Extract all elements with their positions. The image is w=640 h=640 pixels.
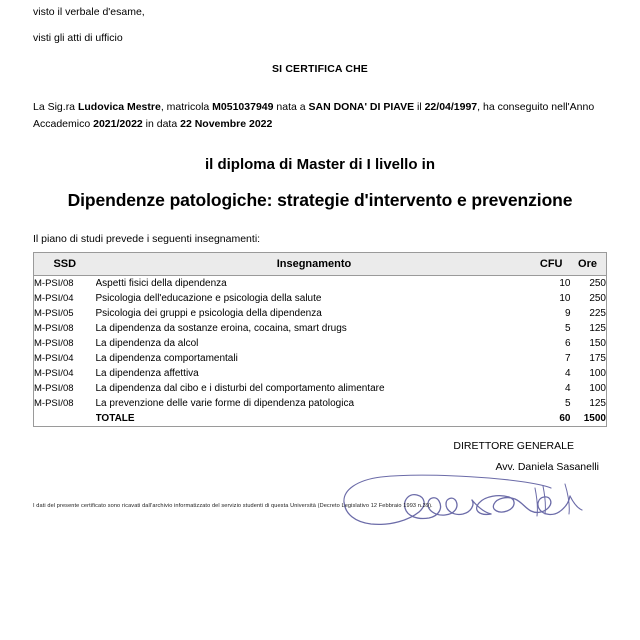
student-details-paragraph bbox=[33, 99, 607, 132]
cell-ssd: M-PSI/08 bbox=[34, 277, 74, 289]
cell-ssd: M-PSI/05 bbox=[34, 307, 74, 319]
director-name-label: Avv. Daniela Sasanelli bbox=[495, 460, 599, 473]
cell-ssd: M-PSI/08 bbox=[34, 382, 74, 394]
table-row bbox=[34, 321, 607, 336]
preamble-block bbox=[33, 0, 607, 45]
cell-insegnamento: La prevenzione delle varie forme di dipendenza patologica bbox=[95, 397, 355, 409]
diploma-line: il diploma di Master di I livello in bbox=[204, 155, 436, 173]
student-mid3: il bbox=[414, 101, 425, 114]
cell-insegnamento: Aspetti fisici della dipendenza bbox=[95, 277, 227, 289]
cell-insegnamento: Psicologia dei gruppi e psicologia della dipendenza bbox=[95, 307, 322, 319]
cell-insegnamento: La dipendenza da alcol bbox=[95, 337, 199, 349]
student-mid4: , ha conseguito nell'Anno Accademico bbox=[33, 101, 595, 130]
director-role-label: DIRETTORE GENERALE bbox=[453, 439, 574, 452]
table-row bbox=[34, 306, 607, 321]
cell-total-ore: 1500 bbox=[583, 412, 606, 424]
column-header-ore: Ore bbox=[571, 252, 607, 275]
cell-insegnamento: La dipendenza affettiva bbox=[95, 367, 199, 379]
cell-ssd: M-PSI/04 bbox=[34, 367, 74, 379]
cell-total-cfu: 60 bbox=[559, 412, 571, 424]
cell-cfu: 5 bbox=[564, 397, 571, 409]
study-plan-table bbox=[33, 252, 607, 427]
cell-ore: 250 bbox=[589, 292, 606, 304]
academic-year: 2021/2022 bbox=[93, 117, 143, 130]
table-total-row bbox=[34, 411, 607, 427]
cell-insegnamento: La dipendenza dal cibo e i disturbi del comportamento alimentare bbox=[95, 382, 385, 394]
table-body bbox=[34, 275, 607, 426]
cell-ore: 100 bbox=[589, 382, 606, 394]
student-mid1: , matricola bbox=[160, 101, 213, 114]
cell-total-label: TOTALE bbox=[95, 412, 135, 424]
conferral-date: 22 Novembre 2022 bbox=[180, 117, 273, 130]
cell-ssd: M-PSI/08 bbox=[34, 397, 74, 409]
table-header bbox=[34, 252, 607, 275]
student-mid2: nata a bbox=[273, 101, 309, 114]
cell-ore: 100 bbox=[589, 367, 606, 379]
cell-cfu: 5 bbox=[564, 322, 571, 334]
student-birth-date: 22/04/1997 bbox=[424, 101, 478, 114]
student-birth-place: SAN DONA' DI PIAVE bbox=[308, 101, 415, 114]
table-row bbox=[34, 291, 607, 306]
cell-cfu: 4 bbox=[564, 382, 571, 394]
cell-cfu: 10 bbox=[559, 292, 571, 304]
cell-cfu: 7 bbox=[564, 352, 571, 364]
cell-ore: 175 bbox=[589, 352, 606, 364]
certifies-heading: SI CERTIFICA CHE bbox=[272, 63, 368, 76]
student-mid5: in data bbox=[142, 117, 181, 130]
table-row bbox=[34, 351, 607, 366]
plan-intro: Il piano di studi prevede i seguenti insegnamenti: bbox=[33, 232, 261, 245]
cell-cfu: 10 bbox=[559, 277, 571, 289]
preamble-line-2: visti gli atti di ufficio bbox=[33, 32, 123, 45]
cell-ore: 125 bbox=[589, 322, 606, 334]
cell-ssd: M-PSI/08 bbox=[34, 337, 74, 349]
cell-ore: 225 bbox=[589, 307, 606, 319]
cell-ssd: M-PSI/04 bbox=[34, 352, 74, 364]
student-name: Ludovica Mestre bbox=[77, 101, 161, 114]
cell-cfu: 4 bbox=[564, 367, 571, 379]
cell-ore: 150 bbox=[589, 337, 606, 349]
cell-insegnamento: La dipendenza comportamentali bbox=[95, 352, 238, 364]
cell-ore: 250 bbox=[589, 277, 606, 289]
table-header-row bbox=[34, 252, 607, 275]
cell-cfu: 9 bbox=[564, 307, 571, 319]
cell-insegnamento: La dipendenza da sostanze eroina, cocaina, smart drugs bbox=[95, 322, 347, 334]
cell-cfu: 6 bbox=[564, 337, 571, 349]
column-header-cfu: CFU bbox=[533, 252, 571, 275]
cell-ssd: M-PSI/08 bbox=[34, 322, 74, 334]
cell-ssd: M-PSI/04 bbox=[34, 292, 74, 304]
student-prefix: La Sig.ra bbox=[33, 101, 78, 114]
column-header-ssd: SSD bbox=[34, 252, 96, 275]
column-header-insegnamento: Insegnamento bbox=[96, 252, 533, 275]
footer-disclaimer: I dati del presente certificato sono ricavati dall'archivio informatizzato del servizio studenti di questa Università (Decreto Legislativo 12 Febbraio 1993 n.39). bbox=[33, 503, 433, 509]
course-title: Dipendenze patologiche: strategie d'intervento e prevenzione bbox=[67, 189, 573, 210]
student-matricola: M051037949 bbox=[212, 101, 274, 114]
table-row bbox=[34, 336, 607, 351]
cell-ore: 125 bbox=[589, 397, 606, 409]
table-row bbox=[34, 275, 607, 291]
cell-insegnamento: Psicologia dell'educazione e psicologia della salute bbox=[95, 292, 322, 304]
table-row bbox=[34, 396, 607, 411]
preamble-line-1: visto il verbale d'esame, bbox=[33, 6, 145, 18]
table-row bbox=[34, 366, 607, 381]
table-row bbox=[34, 381, 607, 396]
cell-total-ssd bbox=[34, 411, 96, 427]
